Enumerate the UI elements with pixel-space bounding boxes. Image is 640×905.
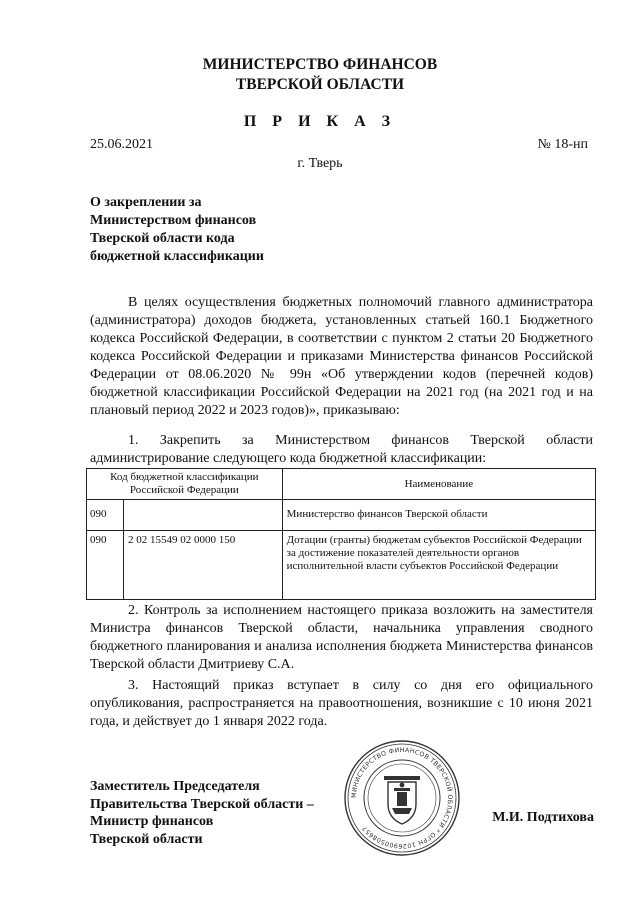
admin-code: 090	[87, 500, 124, 530]
admin-code: 090	[87, 531, 124, 599]
seal-outer-text: МИНИСТЕРСТВО ФИНАНСОВ ТВЕРСКОЙ ОБЛАСТИ * ОГРН 1026900508657	[350, 746, 454, 850]
code-cell	[87, 531, 283, 600]
table-row	[87, 531, 596, 600]
signatory-line: Правительства Тверской области –	[90, 796, 314, 812]
document-type: П Р И К А З	[243, 113, 397, 130]
item-1: 1. Закрепить за Министерством финансов Тверской области администрирование следующего кода бюджетной классификации:	[90, 433, 593, 466]
document-title	[90, 194, 320, 266]
title-line: бюджетной классификации	[90, 249, 264, 264]
ministry-name-line2: ТВЕРСКОЙ ОБЛАСТИ	[235, 76, 405, 93]
title-line: О закреплении за	[90, 195, 202, 210]
row-name: Дотации (гранты) бюджетам субъектов Российской Федерации за достижение показателей деятельности органов исполнительной власти субъектов Российской Федерации	[282, 531, 595, 600]
official-seal	[342, 738, 462, 858]
header-name-text: Наименование	[404, 477, 474, 490]
header-code-cell	[87, 469, 283, 500]
table-header-row	[87, 469, 596, 500]
row-name: Министерство финансов Тверской области	[282, 500, 595, 531]
kbk-code	[124, 500, 282, 530]
document-number: № 18-нп	[537, 137, 588, 152]
document-date: 25.06.2021	[90, 137, 153, 152]
header-code-text: Код бюджетной классификации Российской Федерации	[110, 471, 259, 496]
signatory-line: Министр финансов	[90, 814, 214, 829]
coat-of-arms-icon	[384, 776, 420, 824]
document-city: г. Тверь	[297, 156, 343, 171]
signatory-position	[90, 778, 314, 848]
code-cell	[87, 500, 283, 531]
title-line: Тверской области кода	[90, 231, 235, 246]
budget-code-table	[86, 468, 596, 600]
header-name-cell	[282, 469, 595, 500]
item-2: 2. Контроль за исполнением настоящего приказа возложить на заместителя Министра финансов Тверской области, начальника управления сводного бюджетного планирования и анализа исполнения бюджета Министерства финансов Тверской области Дмитриеву С.А.	[90, 603, 593, 672]
title-line: Министерством финансов	[90, 213, 257, 228]
table-row	[87, 500, 596, 531]
item-3: 3. Настоящий приказ вступает в силу со дня его официального опубликования, распространяется на правоотношения, возникшие с 10 июня 2021 года, и действует до 1 января 2022 года.	[90, 678, 593, 729]
signatory-line: Заместитель Председателя	[90, 779, 260, 794]
intro-paragraph: В целях осуществления бюджетных полномочий главного администратора (администратора) доходов бюджета, установленных статьей 160.1 Бюджетного кодекса Российской Федерации, в соответствии с пунктом 2 статьи 20 Бюджетного кодекса Российской Федерации и приказами Министерства финансов Российской Федерации от 08.06.2020 № 99н «Об утверждении кодов (перечней кодов) бюджетной классификации Российской Федерации на 2021 год (на 2021 год и на плановый период 2022 и 2023 годов)», приказываю:	[90, 295, 593, 418]
signatory-name: М.И. Подтихова	[492, 810, 594, 825]
kbk-code: 2 02 15549 02 0000 150	[128, 534, 236, 546]
signatory-line: Тверской области	[90, 831, 203, 847]
ministry-name-line1: МИНИСТЕРСТВО ФИНАНСОВ	[202, 56, 438, 73]
